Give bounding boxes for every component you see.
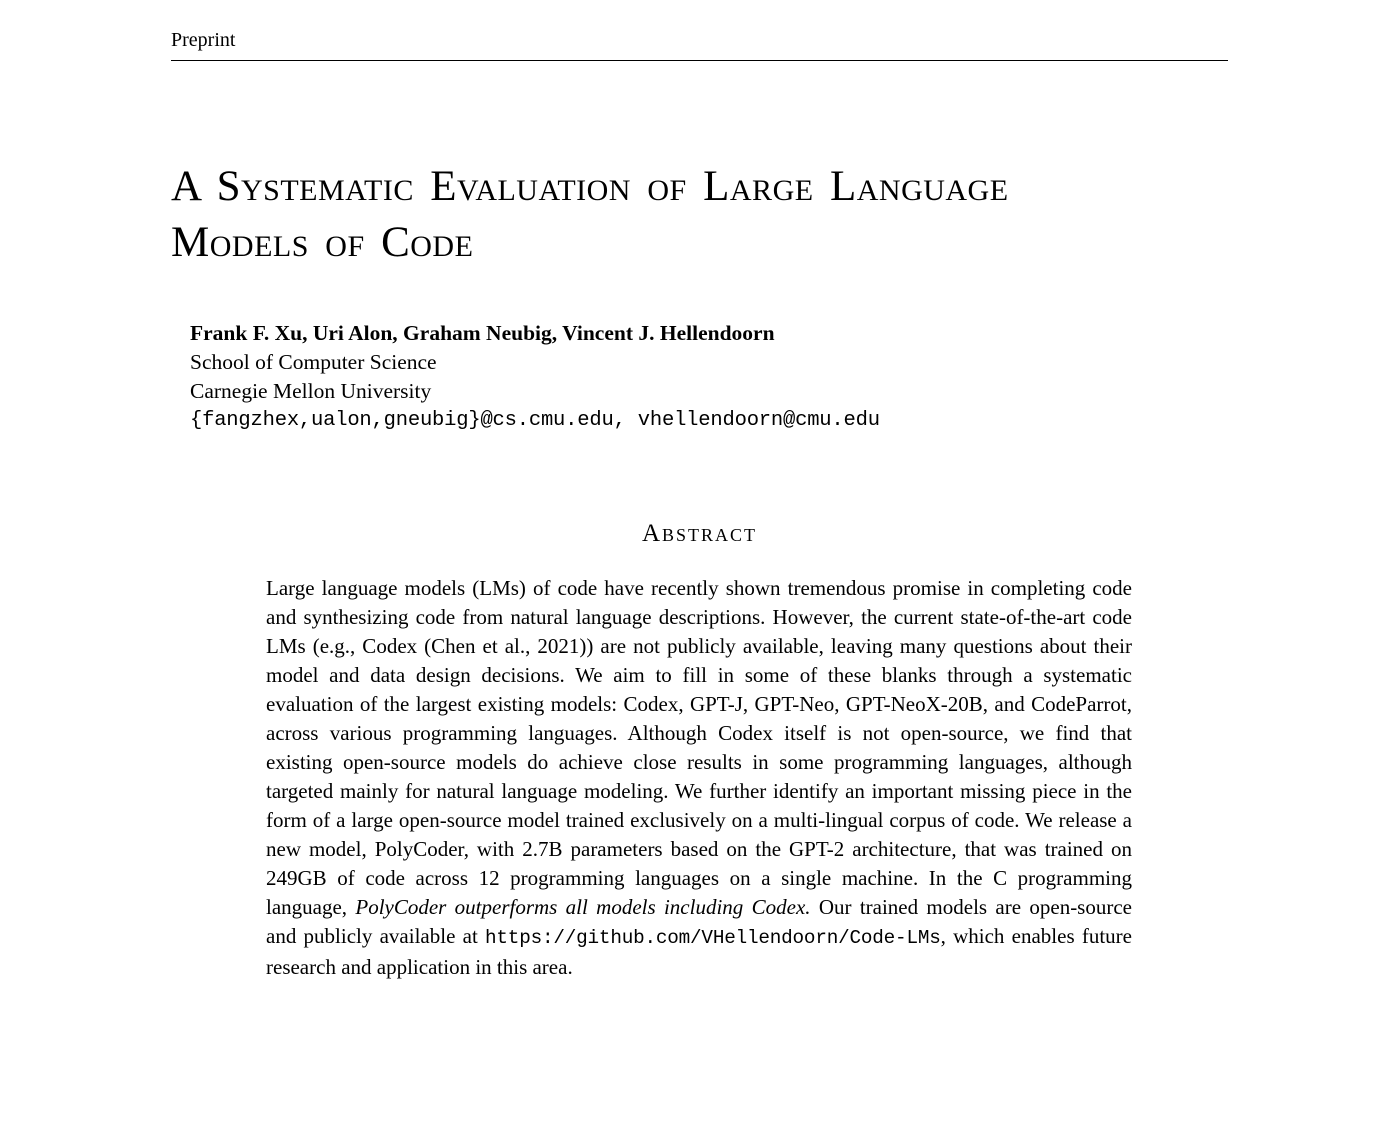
code-repo-url[interactable]: https://github.com/VHellendoorn/Code-LMs — [485, 927, 941, 949]
abstract-text: Large language models (LMs) of code have recently shown tremendous promise in completing code and synthesizing code from natural language descriptions. However, the current state-of-the-art code LMs (e.g., Codex (Chen et al., 2021)) are not publicly available, leaving many questions about their model and data design decisions. We aim to fill in some of these blanks through a systematic evaluation of the largest existing models: Codex, GPT-J, GPT-Neo, GPT-NeoX-20B, and CodeParrot, across various programming languages. Although Codex itself is not open-source, we find that existing open-source models do achieve close results in some programming languages, although targeted mainly for natural language modeling. We further identify an important missing piece in the form of a large open-source model trained exclusively on a multi-lingual corpus of code. We release a new model, PolyCoder, with 2.7B parameters based on the GPT-2 architecture, that was trained on 249GB of code across 12 programming languages on a single machine. In the C programming language, — [266, 576, 1132, 919]
paper-title-line-1: A Systematic Evaluation of Large Language — [171, 163, 1009, 210]
author-names: Frank F. Xu, Uri Alon, Graham Neubig, Vincent J. Hellendoorn — [190, 321, 775, 345]
paper-title — [171, 159, 1228, 271]
abstract-paragraph — [266, 574, 1132, 982]
abstract-text: , which enables future research and application in this area. — [266, 924, 1132, 979]
author-emails: {fangzhex,ualon,gneubig}@cs.cmu.edu, vhellendoorn@cmu.edu — [190, 409, 880, 432]
byline-block — [190, 319, 1228, 436]
abstract-italic-claim: PolyCoder outperforms all models including Codex. — [355, 895, 811, 919]
paper-title-line-2: Models of Code — [171, 219, 474, 266]
affiliation-university: Carnegie Mellon University — [190, 379, 432, 403]
abstract-heading: Abstract — [641, 520, 758, 547]
header-rule — [171, 60, 1228, 61]
preprint-label: Preprint — [171, 29, 236, 51]
abstract-text: Our trained models are open-source and publicly available at — [266, 895, 1132, 948]
affiliation-school: School of Computer Science — [190, 350, 437, 374]
